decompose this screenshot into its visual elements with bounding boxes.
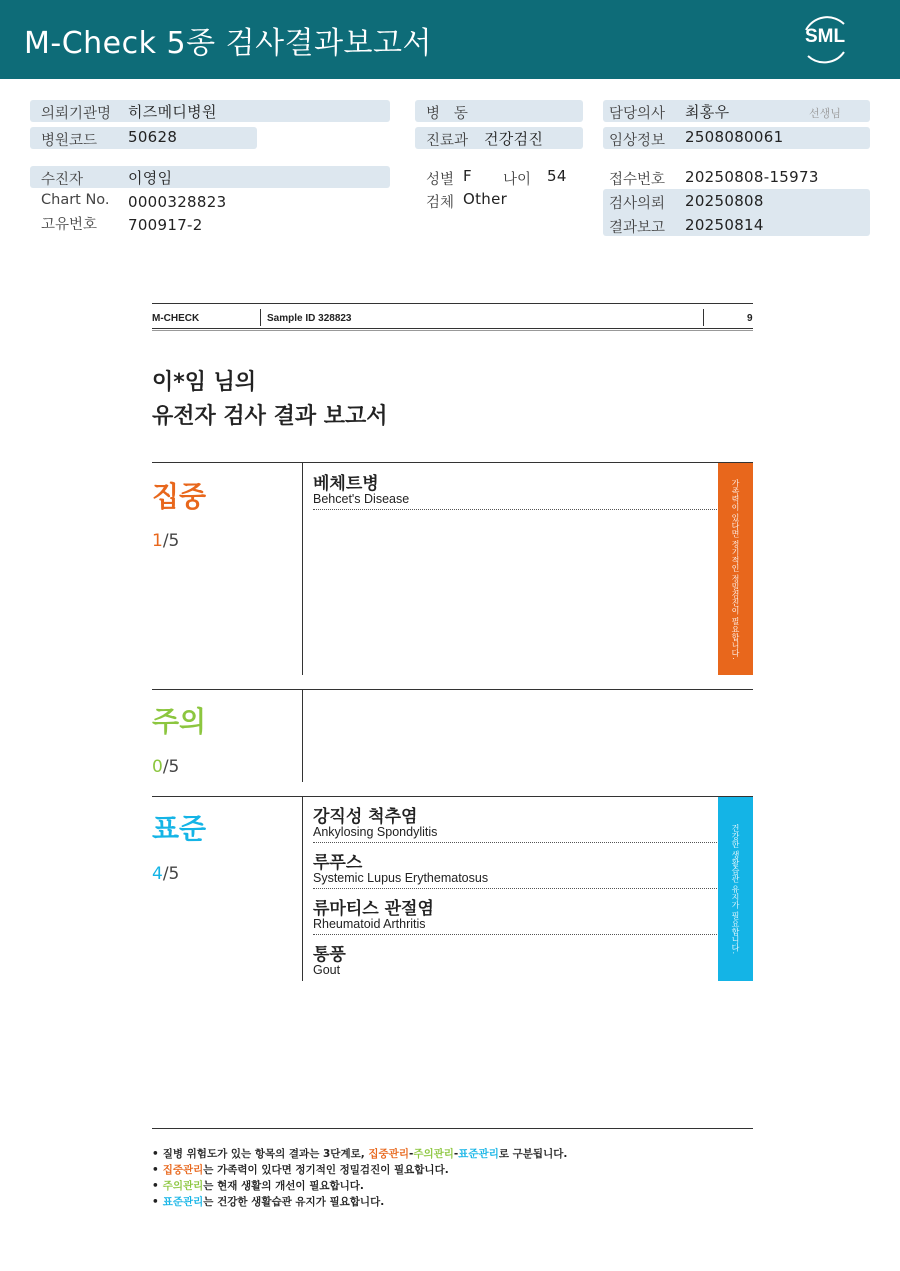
caution-count-value: 0 [152, 757, 163, 777]
chart-no-value: 0000328823 [128, 193, 227, 211]
note-text: 는 가족력이 있다면 정기적인 정밀검진이 필요합니다. [203, 1164, 449, 1176]
section-divider [302, 690, 303, 782]
disease-separator [313, 934, 717, 935]
note-text: 는 현재 생활의 개선이 필요합니다. [203, 1180, 364, 1192]
receipt-no-label: 접수번호 [609, 172, 666, 188]
sex-label: 성별 [426, 172, 455, 188]
sex-value: F [463, 167, 472, 185]
caution-count [152, 757, 179, 777]
request-date-value: 20250808 [685, 192, 764, 210]
legend-note-2 [152, 1162, 449, 1177]
specimen-value: Other [463, 190, 508, 208]
institution-value: 히즈메디병원 [128, 103, 217, 121]
disease-name-ko: 베체트병 [313, 474, 379, 494]
clinical-info-value: 2508080061 [685, 128, 784, 146]
hospital-code-value: 50628 [128, 128, 178, 146]
legend-note-3 [152, 1178, 364, 1193]
disease-separator [313, 888, 717, 889]
section-divider [302, 797, 303, 981]
legend-note-4 [152, 1194, 384, 1209]
disease-separator [313, 509, 717, 510]
report-date-label: 결과보고 [609, 220, 666, 236]
report-header-bottom-rule-2 [152, 330, 753, 331]
legend-note-1 [152, 1146, 567, 1161]
report-title-line2: 유전자 검사 결과 보고서 [152, 404, 388, 429]
bullet: • [152, 1180, 159, 1192]
disease-name-ko: 류마티스 관절염 [313, 899, 434, 919]
standard-count-total: /5 [162, 864, 180, 884]
report-header-top-rule [152, 303, 753, 304]
bullet: • [152, 1196, 159, 1208]
bullet: • [152, 1148, 159, 1160]
logo-text: SML [804, 26, 846, 47]
standard-term: 표준관리 [458, 1148, 499, 1160]
section-rule [152, 462, 753, 463]
section-rule [152, 689, 753, 690]
disease-separator [313, 842, 717, 843]
request-date-label: 검사의뢰 [609, 196, 666, 212]
patient-value: 이영임 [128, 169, 173, 187]
section-divider [302, 463, 303, 675]
caution-category-name: 주의 [152, 705, 207, 738]
focus-count-total: /5 [162, 531, 180, 551]
doctor-value: 최홍우 [685, 103, 730, 121]
note-text: 로 구분됩니다. [498, 1148, 568, 1160]
patient-row [30, 166, 390, 188]
disease-name-ko: 루푸스 [313, 853, 363, 873]
focus-side-note: 가족력이 있다면 정기적인 정밀검진이 필요합니다. [731, 478, 740, 660]
doctor-label: 담당의사 [609, 106, 666, 122]
clinical-info-label: 임상정보 [609, 133, 666, 149]
specimen-label: 검체 [426, 195, 455, 211]
report-title: M-Check 5종 검사결과보고서 [24, 26, 432, 61]
section-rule [152, 796, 753, 797]
age-label: 나이 [503, 172, 532, 188]
focus-count-value: 1 [152, 531, 163, 551]
sample-id: Sample ID 328823 [267, 313, 352, 324]
age-value: 54 [547, 167, 567, 185]
focus-count [152, 531, 179, 551]
sml-logo [796, 12, 854, 66]
patient-label: 수진자 [41, 172, 84, 188]
disease-name-en: Ankylosing Spondylitis [313, 825, 438, 839]
standard-category-name: 표준 [152, 812, 207, 845]
standard-side-banner [718, 797, 753, 981]
focus-category-name: 집중 [152, 480, 207, 513]
department-value: 건강검진 [484, 130, 544, 148]
disease-name-en: Systemic Lupus Erythematosus [313, 871, 489, 885]
hospital-code-label: 병원코드 [41, 133, 98, 149]
disease-name-en: Gout [313, 963, 341, 977]
focus-term: 집중관리 [368, 1148, 409, 1160]
disease-name-en: Behcet's Disease [313, 492, 410, 506]
note-text: 질병 위험도가 있는 항목의 결과는 3단계로, [162, 1148, 369, 1160]
note-text: 는 건강한 생활습관 유지가 필요합니다. [203, 1196, 385, 1208]
note-separator: - [453, 1148, 459, 1160]
header-divider [260, 309, 261, 326]
disease-name-ko: 통풍 [313, 945, 346, 965]
bullet: • [152, 1164, 159, 1176]
report-title-line1: 이*임 님의 [152, 370, 257, 395]
report-date-value: 20250814 [685, 216, 764, 234]
department-label: 진료과 [426, 133, 469, 149]
page-number: 9 [747, 313, 753, 324]
focus-side-banner [718, 463, 753, 675]
disease-name-en: Rheumatoid Arthritis [313, 917, 426, 931]
footer-rule [152, 1128, 753, 1129]
unique-no-value: 700917-2 [128, 216, 203, 234]
standard-count-value: 4 [152, 864, 163, 884]
ward-label: 병 동 [426, 106, 468, 122]
caution-term: 주의관리 [413, 1148, 454, 1160]
header-divider [703, 309, 704, 326]
note-separator: - [408, 1148, 414, 1160]
header-bar [0, 0, 900, 79]
disease-name-ko: 강직성 척추염 [313, 807, 418, 827]
chart-no-label: Chart No. [41, 192, 110, 208]
institution-label: 의뢰기관명 [41, 106, 112, 122]
report-brand: M-CHECK [152, 313, 200, 324]
focus-term: 집중관리 [162, 1164, 204, 1176]
unique-no-label: 고유번호 [41, 217, 98, 233]
doctor-suffix: 선생님 [809, 107, 841, 120]
standard-side-note: 건강한 생활습관 유지가 필요합니다. [731, 823, 740, 955]
standard-term: 표준관리 [162, 1196, 204, 1208]
report-header-bottom-rule [152, 328, 753, 329]
standard-count [152, 864, 179, 884]
receipt-no-value: 20250808-15973 [685, 168, 819, 186]
caution-term: 주의관리 [162, 1180, 204, 1192]
caution-count-total: /5 [162, 757, 180, 777]
